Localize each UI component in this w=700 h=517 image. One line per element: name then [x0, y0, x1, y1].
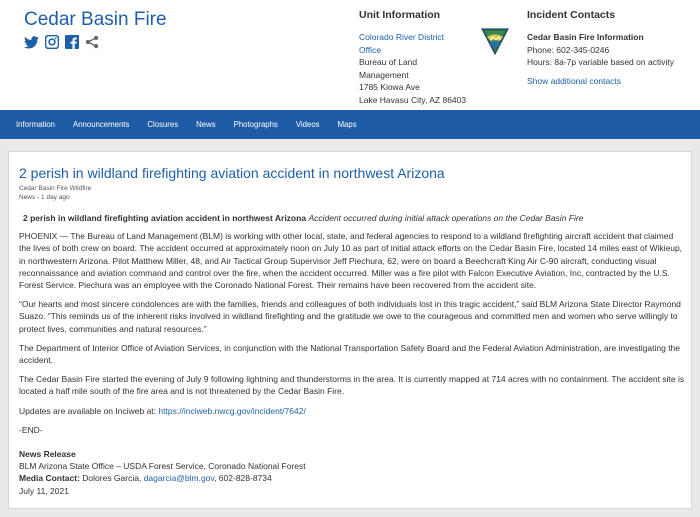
media-contact-label: Media Contact: — [19, 473, 80, 484]
release-info — [19, 448, 685, 497]
unit-info-agency: Bureau of Land Management — [359, 57, 418, 80]
nav-item-photographs[interactable]: Photographs — [233, 120, 278, 129]
contact-name: Cedar Basin Fire Information — [527, 32, 644, 42]
release-heading: News Release — [19, 449, 76, 460]
unit-info-heading: Unit Information — [359, 9, 441, 21]
release-org: BLM Arizona State Office – USDA Forest Service, Coronado National Forest — [19, 461, 306, 472]
nav-item-information[interactable]: Information — [16, 120, 56, 129]
unit-info-city: Lake Havasu City, AZ 86403 — [359, 94, 467, 105]
paragraph-1: PHOENIX — The Bureau of Land Management (BLM) is working with other local, state, and federal agencies to respond to a wildland firefighting aircraft accident that claimed the lives of both crew on board. The accident occurred at approximately noon on July 10 as part of initial attack efforts on the Cedar Basin Fire, located 14 miles east of Wikieup, in northwestern Arizona. Pilot Matthew Miller, 48, and Air Tactical Group Supervisor Jeff Piechura, 62, were on board a Beechcraft King Air C-90 aircraft, conducting visual reconnaissance and aviation command and control over the fire, when the accident occurred. Miller was a fire pilot with Falcon Executive Aviation, Inc, contracted by the U.S. Forest Service. Piechura was an employee with the Coronado National Forest. Their remains have been recovered from the accident site. — [19, 231, 683, 291]
nav-item-videos[interactable]: Videos — [295, 120, 320, 129]
media-email-link[interactable]: dagarcia@blm.gov — [143, 473, 215, 484]
site-header — [0, 0, 700, 110]
share-icon[interactable] — [85, 35, 99, 49]
twitter-icon[interactable] — [24, 36, 39, 49]
incident-contacts — [527, 9, 697, 86]
article-posted: News - 1 day ago — [19, 194, 70, 201]
article-source: Cedar Basin Fire Wildfire — [19, 185, 92, 192]
contact-phone: Phone: 602-345-0246 — [527, 44, 610, 55]
social-links — [24, 35, 99, 49]
nav-item-maps[interactable]: Maps — [337, 120, 357, 129]
inciweb-link[interactable]: https://inciweb.nwcg.gov/incident/7642/ — [158, 405, 306, 416]
article-lead — [19, 212, 685, 224]
facebook-icon[interactable] — [65, 35, 79, 49]
blm-logo — [481, 28, 509, 60]
updates-prefix: Updates are available on Inciweb at: — [19, 405, 159, 416]
instagram-icon[interactable] — [45, 35, 59, 49]
contacts-heading: Incident Contacts — [527, 9, 616, 21]
contact-hours: Hours: 8a-7p variable based on activity — [527, 57, 674, 67]
paragraph-3: The Department of Interior Office of Aviation Services, in conjunction with the National Transportation Safety Board and the Federal Aviation Administration, are investigating the accident. — [19, 342, 681, 366]
article-card — [8, 151, 692, 509]
lead-subtitle: Accident occurred during initial attack operations on the Cedar Basin Fire — [308, 213, 584, 223]
end-marker: -END- — [19, 424, 43, 435]
media-contact-name: Dolores Garcia, — [79, 473, 144, 484]
show-additional-contacts-link[interactable]: Show additional contacts — [527, 75, 622, 86]
updates-line — [19, 405, 685, 417]
release-date: July 11, 2021 — [19, 485, 69, 496]
paragraph-4: The Cedar Basin Fire started the evening of July 9 following lightning and thunderstorms in the area. It is currently mapped at 714 acres with no containment. The accident site is located a half mile south of the fire area and is not threatened by the Cedar Basin Fire. — [19, 374, 685, 397]
nav-item-news[interactable]: News — [196, 120, 216, 129]
paragraph-2: “Our hearts and most sincere condolences are with the families, friends and colleagues of both individuals lost in this tragic accident,” said BLM Arizona State Director Raymond Suazo. “This reminds us of the inherent risks involved in wildland firefighting and the gratitude we owe to the courageous and committed men and women who serve willingly to protect lives, communities and natural resources.” — [19, 299, 681, 334]
site-title[interactable]: Cedar Basin Fire — [24, 9, 167, 30]
article-title: 2 perish in wildland firefighting aviation accident in northwest Arizona — [19, 165, 445, 181]
unit-information — [359, 9, 489, 107]
media-contact — [19, 472, 685, 484]
nav-item-announcements[interactable]: Announcements — [73, 120, 130, 129]
media-contact-phone: , 602-828-8734 — [214, 473, 272, 484]
unit-info-street: 1785 Kiowa Ave — [359, 82, 420, 93]
article-meta — [19, 184, 91, 202]
article-body — [19, 212, 685, 497]
main-nav — [0, 110, 700, 139]
office-link[interactable]: Colorado River District Office — [359, 32, 445, 55]
nav-item-closures[interactable]: Closures — [147, 120, 179, 129]
lead-headline: 2 perish in wildland firefighting aviation accident in northwest Arizona — [23, 213, 307, 223]
